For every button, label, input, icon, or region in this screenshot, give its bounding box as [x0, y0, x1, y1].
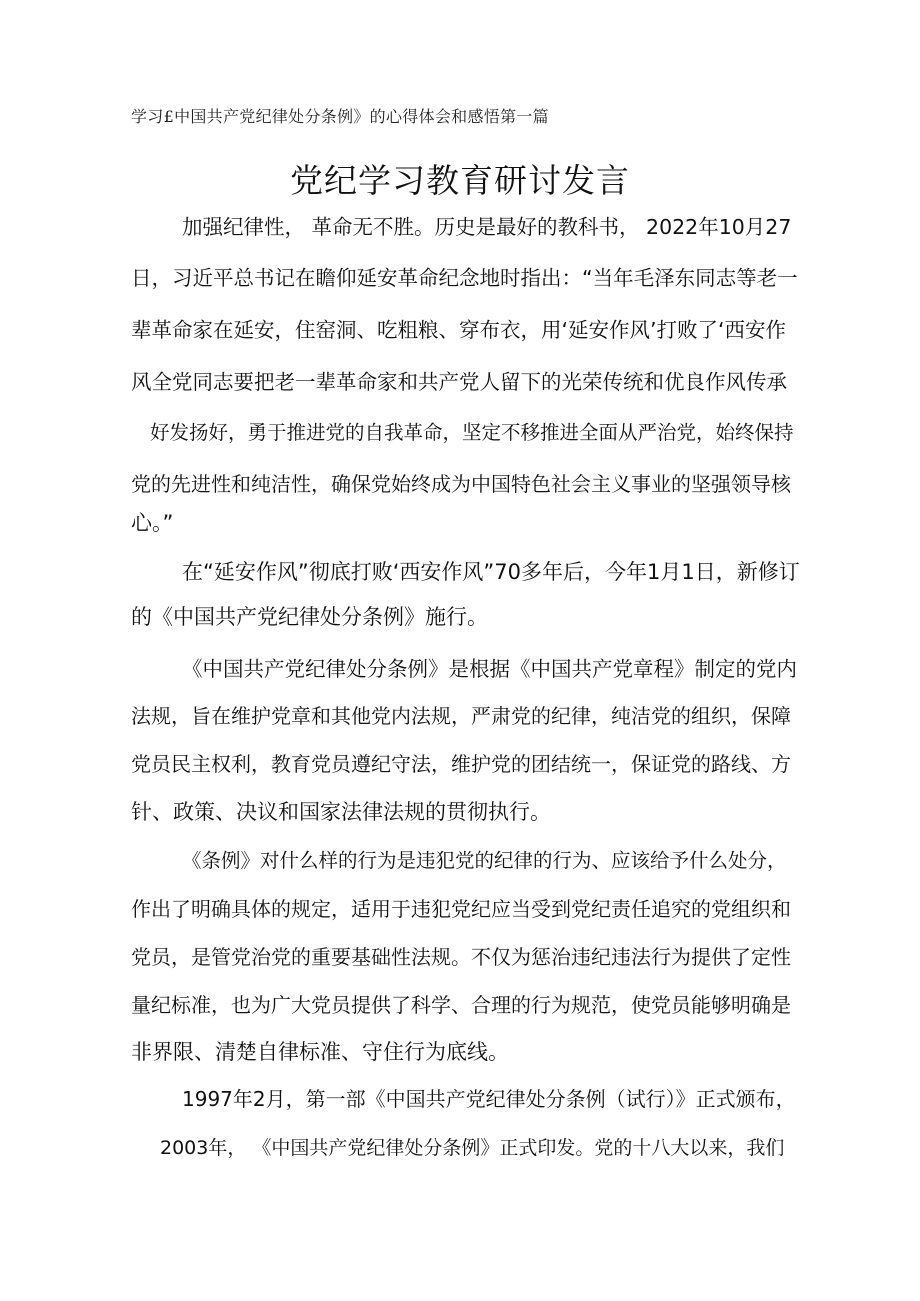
paragraph-line: 《条例》对什么样的行为是违犯党的纪律的行为、应该给予什么处分， — [182, 849, 787, 872]
paragraph-line: 作出了明确具体的规定，适用于违犯党纪应当受到党纪责任追究的党组织和 — [131, 897, 791, 921]
paragraph-line: 非界限、清楚自律标准、守住行为底线。 — [131, 1040, 509, 1064]
paragraph-line: 法规，旨在维护党章和其他党内法规，严肃党的纪律，纯洁党的组织，保障 — [131, 704, 791, 728]
document-title: 党纪学习教育研讨发言 — [290, 161, 630, 200]
paragraph-line: 加强纪律性， 革命无不胜。历史是最好的教科书， 2022年10月27 — [182, 215, 792, 239]
paragraph-line: 针、政策、决议和国家法律法规的贯彻执行。 — [131, 800, 551, 824]
paragraph-line: 辈革命家在延安，住窑洞、吃粗粮、穿布衣，用‘延安作风’打败了‘西安作 — [131, 318, 787, 342]
paragraph-line: 党员，是管党治党的重要基础性法规。不仅为惩治违纪违法行为提供了定性 — [131, 945, 791, 969]
paragraph-line: 心。” — [131, 511, 174, 535]
paragraph-line: 党的先进性和纯洁性，确保党始终成为中国特色社会主义事业的坚强领导核 — [131, 472, 791, 496]
paragraph-line: 在“延安作风”彻底打败‘西安作风”70多年后，今年1月1日，新修订 — [182, 560, 800, 584]
paragraph-line: 风全党同志要把老一辈革命家和共产党人留下的光荣传统和优良作风传承 — [131, 370, 787, 394]
paragraph-line: 《中国共产党纪律处分条例》是根据《中国共产党章程》制定的党内 — [182, 657, 797, 681]
paragraph-line: 量纪标准，也为广大党员提供了科学、合理的行为规范，使党员能够明确是 — [131, 993, 791, 1017]
paragraph-line: 1997年2月，第一部《中国共产党纪律处分条例（试行）》正式颁布， — [182, 1087, 796, 1111]
paragraph-line: 党员民主权利，教育党员遵纪守法，维护党的团结统一，保证党的路线、方 — [131, 752, 791, 776]
paragraph-line: 的《中国共产党纪律处分条例》施行。 — [131, 605, 488, 629]
paragraph-line: 日，习近平总书记在瞻仰延安革命纪念地时指出：“当年毛泽东同志等老一 — [131, 266, 798, 290]
document-source-header: 学习£中国共产党纪律处分条例》的心得体会和感悟第一篇 — [131, 107, 549, 126]
paragraph-line: 2003年， 《中国共产党纪律处分条例》正式印发。党的十八大以来，我们 — [160, 1137, 785, 1159]
paragraph-line: 好发扬好，勇于推进党的自我革命，坚定不移推进全面从严治党，始终保持 — [150, 421, 794, 444]
